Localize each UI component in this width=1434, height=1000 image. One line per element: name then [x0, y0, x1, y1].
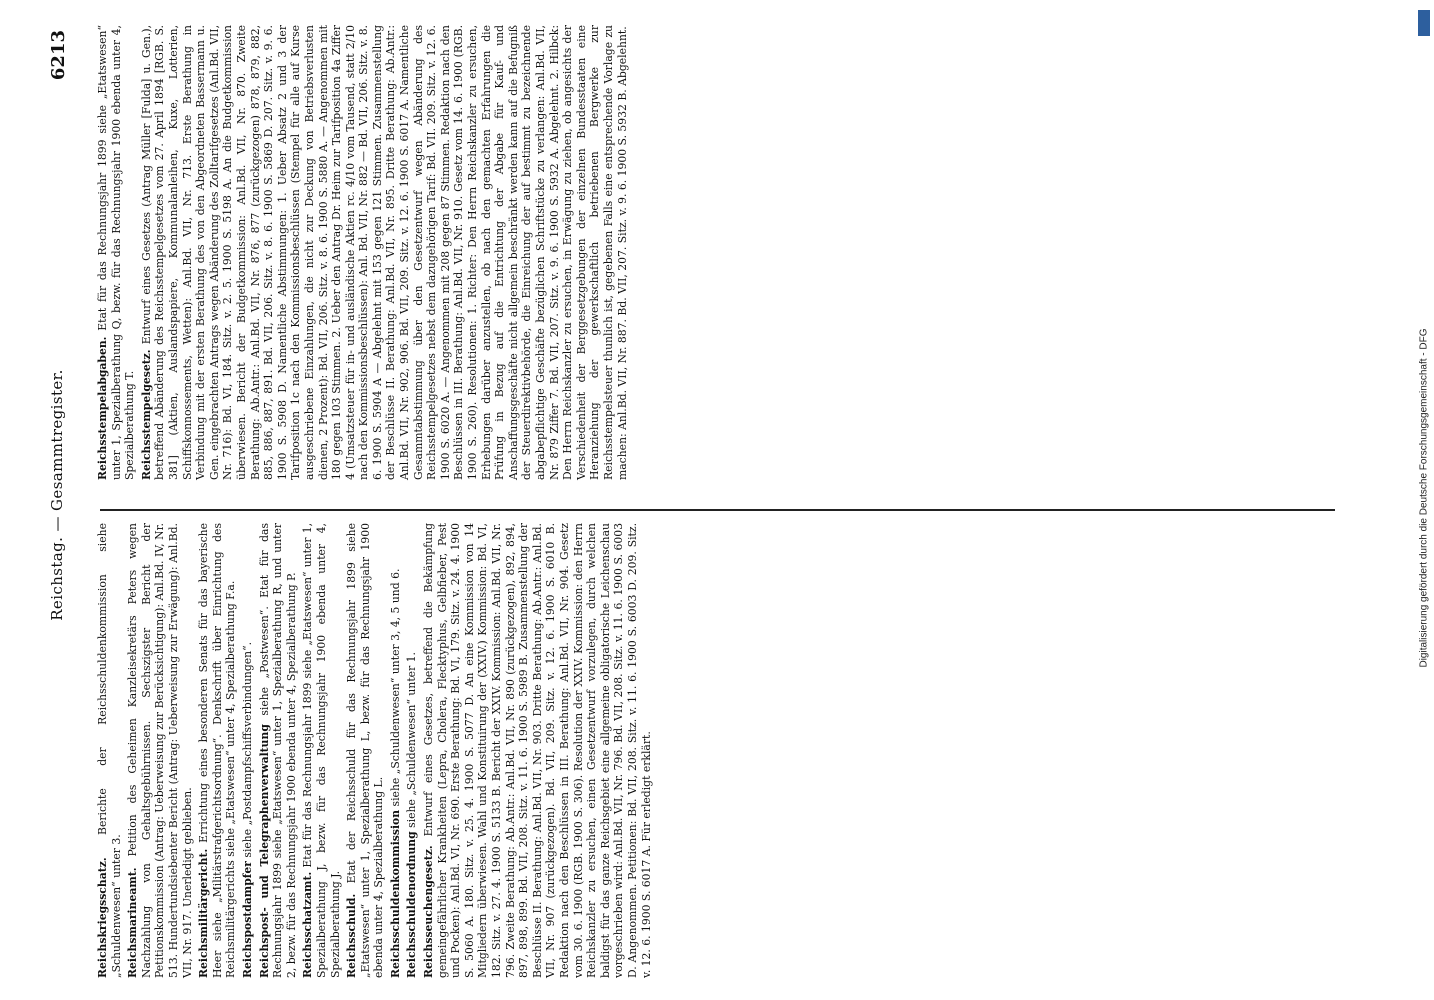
register-entry [389, 523, 403, 978]
entry-body: Petition des Geheimen Kanzleisekretärs Peters wegen Nachzahlung von Gehaltsgebührnissen. Sechszigster Bericht der Petitionskommission (Antrag: Ueberweisung zur Berücksichtigung): Anl.Bd. IV, Nr. 513. Hundertundsiebenter Bericht (Antrag: Ueberweisung zur Erwägung): Anl.Bd. VII, Nr. 917. Unerledigt geblieben. [126, 523, 194, 978]
digitization-note-text: Digitalisierung gefördert durch die Deutsche Forschungsgemeinschaft - DFG [1418, 328, 1430, 668]
page-header [48, 30, 78, 960]
register-entry [96, 25, 137, 480]
page-number: 6213 [48, 30, 69, 81]
register-entry [422, 523, 653, 978]
entry-heading: Reichsstempelabgaben. [96, 336, 109, 480]
entry-heading: Reichsseuchengesetz. [422, 845, 436, 978]
entry-heading: Reichspostdampfer [240, 861, 254, 978]
entry-heading: Reichsschuldenkommission [388, 809, 402, 978]
entry-heading: Reichspost- und Telegraphenverwaltung [257, 724, 271, 978]
register-entry [258, 523, 299, 978]
register-entry [140, 25, 629, 480]
entry-heading: Reichsschuldenordnung [405, 831, 419, 978]
register-entry [345, 523, 386, 978]
running-title: Reichstag. — Gesammtregister. [48, 369, 66, 621]
entry-body: siehe „Schuldenwesen“ unter 1. [405, 652, 419, 828]
register-entry [301, 523, 342, 978]
register-entry [126, 523, 194, 978]
register-entry [197, 523, 238, 978]
register-entry [96, 523, 123, 978]
entry-heading: Reichsschatzamt. [301, 871, 315, 978]
entry-body: siehe „Postdampfschiffsverbindungen“. [240, 641, 254, 858]
register-entry [241, 523, 255, 978]
digitization-note [1417, 8, 1431, 988]
entry-heading: Reichsschuld. [345, 893, 359, 978]
entry-body: Etat für das Rechnungsjahr 1899 siehe „Etatswesen“ unter 1, Spezialberathung J, bezw. für das Rechnungsjahr 1900 ebenda unter 4, Spezialberathung J. [301, 522, 342, 978]
entry-body: Errichtung eines besonderen Senats für das bayerische Heer siehe „Militärstrafgerichtsordnung“. Denkschrift über Einrichtung des Reichsmilitärgerichts siehe „Etatswesen“ unter 4, Spezialberathung F.a. [197, 523, 238, 978]
entry-body: Etat der Reichsschuld für das Rechnungsjahr 1899 siehe „Etatswesen“ unter 1, Spezialberathung L, bezw. für das Rechnungsjahr 1900 ebenda unter 4, Spezialberathung L. [345, 522, 386, 978]
entry-heading: Reichsmilitärgericht. [197, 848, 211, 978]
entry-body: siehe „Schuldenwesen“ unter 3, 4, 5 und 6. [388, 568, 402, 807]
left-column [96, 523, 656, 978]
entry-body: Entwurf eines Gesetzes (Antrag Müller [Fulda] u. Gen.), betreffend Abänderung des Reichsstempelgesetzes vom 27. April 1894 [RGB. S. 381] (Aktien, Auslandspapiere, Kommunalanleihen, Kuxe, Lotterien, Schiffskonnossements, Wetten): Anl.Bd. VII, Nr. 713. Erste Berathung in Verbindung mit der ersten Berathung des von den Abgeordneten Bassermann u. Gen. eingebrachten Antrags wegen Abänderung des Zolltarifgesetzes (Anl.Bd. VII, Nr. 716): Bd. VI, 184. Sitz. v. 2. 5. 1900 S. 5198 A. An die Budgetkommission überwiesen. Bericht der Budgetkommission: Anl.Bd. VII, Nr. 870. Zweite Berathung: Ab.Antr.: Anl.Bd. VII, Nr. 876, 877 (zurückgezogen) 878, 879, 882, 885, 886, 887, 891. Bd. VII, 206. Sitz. v. 8. 6. 1900 S. 5869 D. 207. Sitz. v. 9. 6. 1900 S. 5908 D. Namentliche Abstimmungen: 1. Ueber Absatz 2 und 3 der Tarifposition 1c nach den Kommissionsbeschlüssen (Stempel für alle auf Kurse ausgeschriebene Einzahlungen, die nicht zur Deckung von Betriebsverlusten dienen, 2 Prozent): Bd. VII, 206. Sitz. v. 8. 6. 1900 S. 5880 A. — Angenommen mit 180 gegen 103 Stimmen. 2. Ueber den Antrag Dr. Heim zur Tarifposition 4a Ziffer 4 (Umsatzsteuer für in- und ausländische Aktien rc. 4/10 vom Tausend, statt 2/10 nach den Kommissionsbeschlüssen): Anl. Bd. VII, Nr. 882 — Bd. VII, 206. Sitz. v. 8. 6. 1900 S. 5904 A — Abgelehnt mit 153 gegen 121 Stimmen. Zusammenstellung der Beschlüsse II. Berathung: Anl.Bd. VII, Nr. 895. Dritte Berathung: Ab.Antr.: Anl.Bd. VII, Nr. 902, 906. Bd. VII, 209. Sitz. v. 12. 6. 1900 S. 6017 A. Namentliche Gesammtabstimmung über den Gesetzentwurf wegen Abänderung des Reichsstempelgesetzes nebst dem dazugehörigen Tarif: Bd. VII. 209. Sitz. v. 12. 6. 1900 S. 6020 A. — Angenommen mit 208 gegen 87 Stimmen. Redaktion nach den Beschlüssen in III. Berathung: Anl.Bd. VII, Nr. 910. Gesetz vom 14. 6. 1900 (RGB. 1900 S. 260). Resolutionen: 1. Richter: Den Herrn Reichskanzler zu ersuchen, Erhebungen darüber anzustellen, ob nach den gemachten Erfahrungen die Prüfung in Bezug auf die Entrichtung der Abgabe für Kauf- und Anschaffungsgeschäfte nicht allgemein beschränkt werden kann auf die Befugniß der Steuerdirektivbehörde, die Einreichung der auf bestimmt zu bezeichnende abgabepflichtige Geschäfte bezüglichen Schriftstücke zu verlangen: Anl.Bd. VII, Nr. 879 Ziffer 7. Bd. VII, 207. Sitz. v. 9. 6. 1900 S. 5932 A. Abgelehnt. 2. Hilbck: Den Herrn Reichskanzler zu ersuchen, in Erwägung zu ziehen, ob angesichts der Verschiedenheit der Berggesetzgebungen der einzelnen Bundesstaaten eine Heranziehung der gewerkschaftlich betriebenen Bergwerke zur Reichsstempelsteuer thunlich ist, gegebenen Falls eine entsprechende Vorlage zu machen: Anl.Bd. VII, Nr. 887. Bd. VII, 207. Sitz. v. 9. 6. 1900 S. 5932 B. Abgelehnt. [139, 24, 629, 480]
entry-heading: Reichskriegsschatz. [96, 857, 109, 978]
entry-heading: Reichsstempelgesetz. [139, 349, 153, 480]
register-entry [405, 523, 419, 978]
column-divider [100, 509, 1335, 511]
entry-body: Entwurf eines Gesetzes, betreffend die Bekämpfung gemeingefährlicher Krankheiten (Lepra, Cholera, Flecktyphus, Gelbfieber, Pest und Pocken): Anl.Bd. VI, Nr. 690. Erste Berathung: Bd. VI, 179. Sitz. v. 24. 4. 1900 S. 5060 A. 180. Sitz. v. 25. 4. 1900 S. 5077 D. An eine Kommission von 14 Mitgliedern überwiesen. Wahl und Konstituirung der (XXIV.) Kommission: Bd. VI, 182. Sitz. v. 27. 4. 1900 S. 5133 B. Bericht der XXIV. Kommission: Anl.Bd. VII, Nr. 796. Zweite Berathung: Ab.Antr.: Anl.Bd. VII, Nr. 890 (zurückgezogen), 892, 894, 897, 898, 899. Bd. VII, 208. Sitz. v. 11. 6. 1900 S. 5989 B. Zusammenstellung der Beschlüsse II. Berathung: Anl.Bd. VII, Nr. 903. Dritte Berathung: Ab.Antr.: Anl.Bd. VII, Nr. 907 (zurückgezogen). Bd. VII, 209. Sitz. v. 12. 6. 1900 S. 6010 B. Redaktion nach den Beschlüssen in III. Berathung: Anl.Bd. VII, Nr. 904. Gesetz vom 30. 6. 1900 (RGB. 1900 S. 306). Resolution der XXIV. Kommission: den Herrn Reichskanzler zu ersuchen, einen Gesetzentwurf vorzulegen, durch welchen baldigst für das ganze Reichsgebiet eine allgemeine obligatorische Leichenschau vorgeschrieben wird: Anl.Bd. VII, Nr. 796. Bd. VII, 208. Sitz. v. 11. 6. 1900 S. 6003 D. Angenommen. Petitionen: Bd. VII, 208. Sitz. v. 11. 6. 1900 S. 6003 D. 209. Sitz. v. 12. 6. 1900 S. 6017 A. Für erledigt erklärt. [422, 523, 653, 978]
entry-body: Etat für das Rechnungsjahr 1899 siehe „Etatswesen“ unter 1, Spezialberathung Q, bezw. für das Rechnungsjahr 1900 ebenda unter 4, Spezialberathung T. [96, 25, 137, 480]
entry-body: siehe „Postwesen“. Etat für das Rechnungsjahr 1899 siehe „Etatswesen“ unter 1, Spezialberathung R, und unter 2, bezw. für das Rechnungsjahr 1900 ebenda unter 4, Spezialberathung P. [257, 523, 298, 978]
right-column [96, 25, 632, 480]
entry-body: Berichte der Reichsschuldenkommission siehe „Schuldenwesen“ unter 3. [96, 523, 123, 978]
entry-heading: Reichsmarineamt. [126, 867, 140, 978]
